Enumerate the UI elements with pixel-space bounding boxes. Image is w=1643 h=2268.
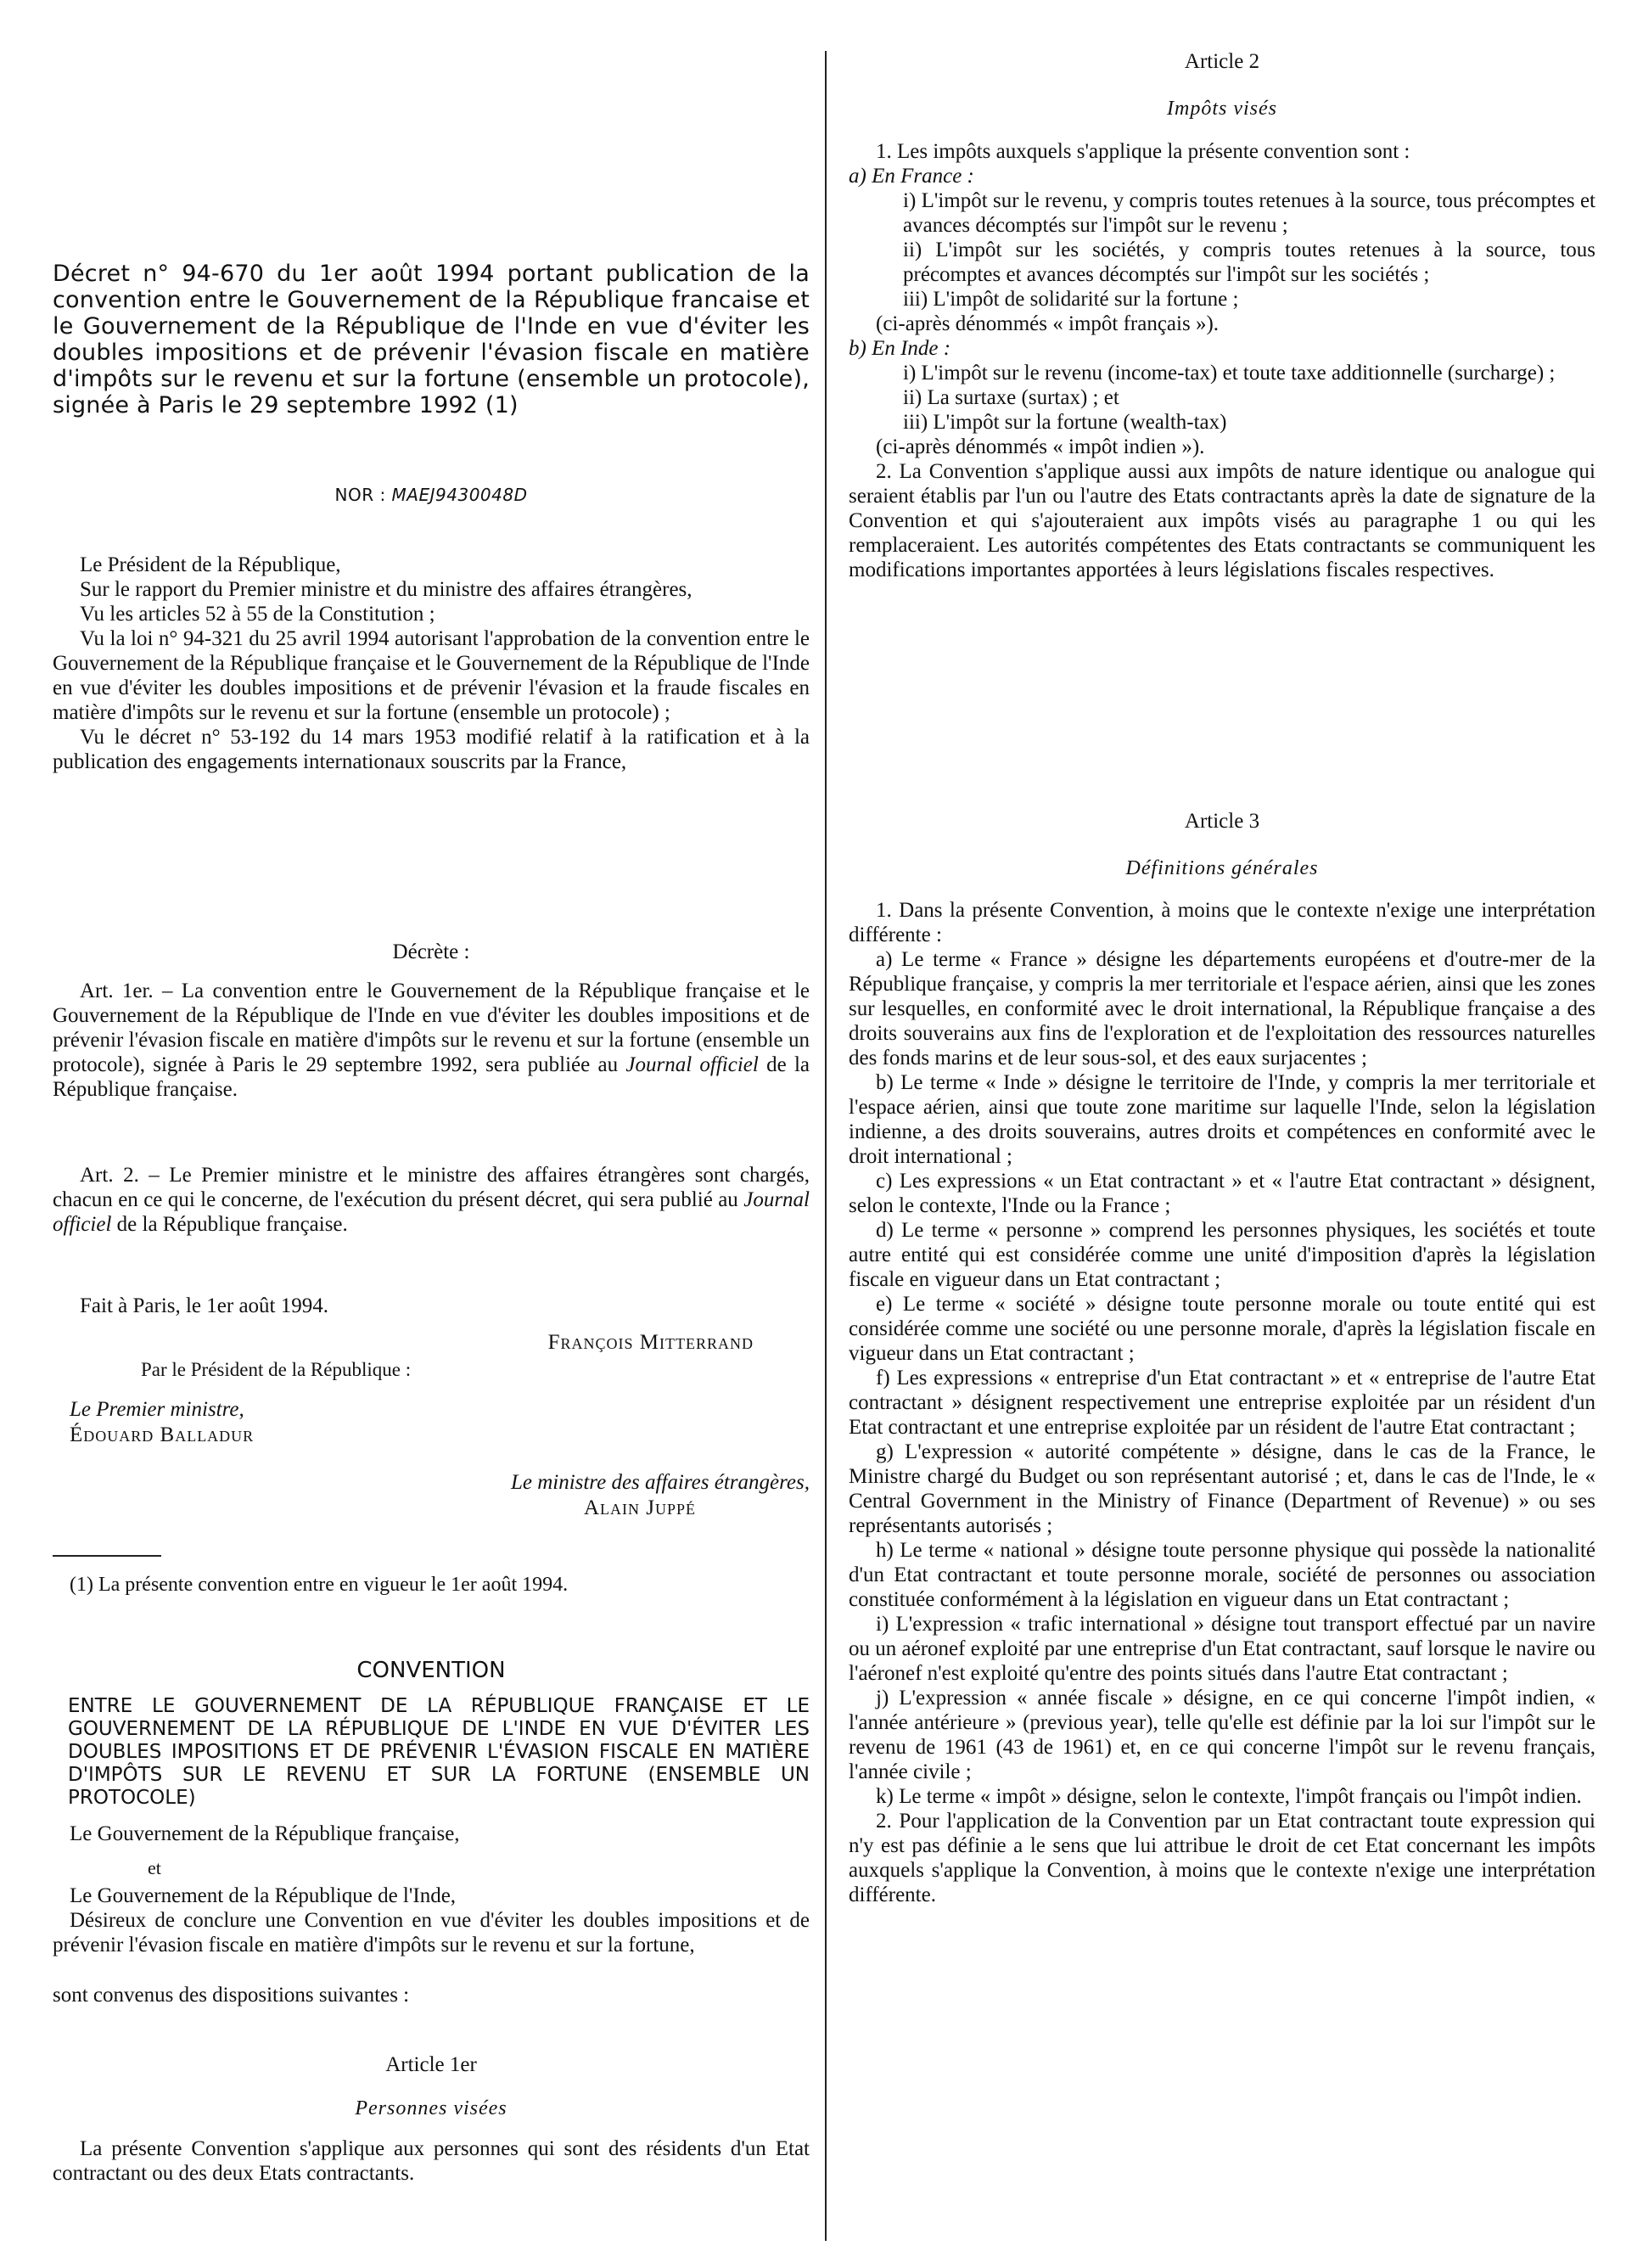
decree-art2-text: Art. 2. – Le Premier ministre et le ministre des affaires étrangères sont chargés, chacun en ce qui le concerne, de l'exécution du présent décret, qui sera publié au xyxy=(53,1164,810,1211)
art3-item-b: b) Le terme « Inde » désigne le territoire de l'Inde, y compris la mer territoriale et l'espace aérien, ainsi que toute zone maritime sur laquelle l'Inde, selon la législation indienne, a des droits souverains, autres droits et compétences en conformité avec le droit international ; xyxy=(849,1071,1595,1168)
et-conjunction: et xyxy=(148,1857,161,1878)
art2-para-1: 1. Les impôts auxquels s'applique la présente convention sont : xyxy=(876,140,1410,163)
decree-title: Décret n° 94-670 du 1er août 1994 portant publication de la convention entre le Gouvernement de la République francaise et le Gouvernement de la République de l'Inde en vue d'éviter les doubles impositions et de prévenir l'évasion fiscale en matière d'impôts sur le revenu et sur la fortune (ensemble un protocole), signée à Paris le 29 septembre 1992 (1) xyxy=(53,261,810,418)
art3-item-d: d) Le terme « personne » comprend les personnes physiques, les sociétés et toute autre entité qui est considérée comme une unité d'imposition d'après la législation fiscale en vigueur dans un Etat contractant ; xyxy=(849,1219,1595,1291)
art2-a-end: (ci-après dénommés « impôt français »). xyxy=(876,312,1220,335)
article-3-body xyxy=(849,898,1595,1907)
art2-a-iii: iii) L'impôt de solidarité sur la fortune ; xyxy=(903,288,1239,311)
preamble-president: Le Président de la République, xyxy=(80,553,341,576)
art2-a-ii: ii) L'impôt sur les sociétés, y compris toutes retenues à la source, tous précomptes et avances décomptés sur l'impôt sur les sociétés ; xyxy=(903,239,1595,286)
article-1-text: La présente Convention s'applique aux personnes qui sont des résidents d'un Etat contractant ou des deux Etats contractants. xyxy=(53,2137,810,2185)
nor-reference xyxy=(53,485,810,505)
pm-name: Édouard Balladur xyxy=(70,1423,255,1446)
desireux: Désireux de conclure une Convention en vue d'éviter les doubles impositions et de prévenir l'évasion fiscale en matière d'impôts sur le revenu et sur la fortune, xyxy=(53,1909,810,1956)
art3-para-1: 1. Dans la présente Convention, à moins que le contexte n'exige une interprétation différente : xyxy=(849,899,1595,946)
par-le-president: Par le Président de la République : xyxy=(141,1359,412,1380)
signer-president: François Mitterrand xyxy=(547,1331,754,1354)
decree-art1-text: Art. 1er. – La convention entre le Gouvernement de la République française et le Gouvernement de la République de l'Inde en vue d'éviter les doubles impositions et de prévenir l'évasion fiscale en matière d'impôts sur le revenu et sur la fortune (ensemble un protocole), signée à Paris le 29 septembre 1992, sera publiée au xyxy=(53,980,810,1076)
footnote-rule xyxy=(53,1555,161,1557)
decrete: Décrète : xyxy=(392,940,470,963)
art2-para-2: 2. La Convention s'applique aussi aux impôts de nature identique ou analogue qui seraient établis par l'un ou l'autre des Etats contractants après la date de signature de la Convention et qui s'ajouteraient aux impôts visés au paragraphe 1 ou qui les remplaceraient. Les autorités compétentes des Etats contractants se communiquent les modifications importantes apportées à leurs législations fiscales respectives. xyxy=(849,460,1595,581)
mae-title: Le ministre des affaires étrangères, xyxy=(510,1471,810,1494)
art2-b-ii: ii) La surtaxe (surtax) ; et xyxy=(903,386,1119,409)
mae-name: Alain Juppé xyxy=(584,1496,697,1519)
decree-article-1 xyxy=(53,979,810,1102)
preamble-rapport: Sur le rapport du Premier ministre et du ministre des affaires étrangères, xyxy=(80,578,693,601)
decree-art2-journal: Journal officiel xyxy=(53,1188,810,1236)
preamble-vu-decret: Vu le décret n° 53-192 du 14 mars 1953 modifié relatif à la ratification et à la publication des engagements internationaux souscrits par la France, xyxy=(53,726,810,773)
art2-b-iii: iii) L'impôt sur la fortune (wealth-tax) xyxy=(903,411,1227,434)
fait-a-paris: Fait à Paris, le 1er août 1994. xyxy=(80,1294,328,1317)
art3-item-c: c) Les expressions « un Etat contractant » et « l'autre Etat contractant » désignent, selon le contexte, l'Inde ou la France ; xyxy=(849,1170,1595,1217)
preamble-vu-loi: Vu la loi n° 94-321 du 25 avril 1994 autorisant l'approbation de la convention entre le Gouvernement de la République française et le Gouvernement de la République de l'Inde en vue d'éviter les doubles impositions et de prévenir l'évasion et la fraude fiscales en matière d'impôts sur le revenu et sur la fortune (ensemble un protocole) ; xyxy=(53,627,810,724)
gov-france: Le Gouvernement de la République française, xyxy=(70,1822,460,1845)
decree-preamble xyxy=(53,553,810,774)
convention-heading: ENTRE LE GOUVERNEMENT DE LA RÉPUBLIQUE FRANÇAISE ET LE GOUVERNEMENT DE LA RÉPUBLIQUE DE L'INDE EN VUE D'ÉVITER LES DOUBLES IMPOSITIONS ET DE PRÉVENIR L'ÉVASION FISCALE EN MATIÈRE D'IMPÔTS SUR LE REVENU ET SUR LA FORTUNE (ENSEMBLE UN PROTOCOLE) xyxy=(68,1695,810,1809)
art2-b-end: (ci-après dénommés « impôt indien »). xyxy=(876,435,1205,458)
decree-art1-suffix: de la République française. xyxy=(53,1053,810,1101)
nor-label: NOR : xyxy=(334,485,386,505)
nor-code: MAEJ9430048D xyxy=(391,485,528,505)
decree-article-2 xyxy=(53,1163,810,1237)
decree-art2-suffix: de la République française. xyxy=(116,1213,348,1236)
art3-item-a: a) Le terme « France » désigne les départements européens et d'outre-mer de la République française, y compris la mer territoriale et l'espace aérien, ainsi que les zones sur lesquelles, en conformité avec le droit international, la République française a des droits souverains aux fins de l'exploration et de l'exploitation des ressources naturelles des fonds marins et de leur sous-sol, et des eaux surjacentes ; xyxy=(849,948,1595,1069)
art2-b: b) En Inde : xyxy=(849,337,951,360)
article-3-title: Article 3 xyxy=(1184,810,1260,833)
article-1-title: Article 1er xyxy=(385,2053,477,2076)
article-1-subtitle: Personnes visées xyxy=(355,2097,507,2119)
convention-title: CONVENTION xyxy=(356,1658,506,1683)
column-divider xyxy=(825,51,827,2241)
article-2-title: Article 2 xyxy=(1184,50,1260,73)
article-3-subtitle: Définitions générales xyxy=(1125,857,1319,879)
pm-title: Le Premier ministre, xyxy=(70,1398,244,1421)
art3-para-2: 2. Pour l'application de la Convention par un Etat contractant toute expression qui n'y est pas définie a le sens que lui attribue le droit de cet Etat concernant les impôts auxquels s'applique la Convention, à moins que le contexte n'exige une interprétation différente. xyxy=(849,1810,1595,1906)
art3-item-i: i) L'expression « trafic international » désigne tout transport effectué par un navire ou un aéronef exploité par une entreprise d'un Etat contractant, sauf lorsque le navire ou l'aéronef n'est exploité qu'entre des points situés dans l'autre Etat contractant ; xyxy=(849,1613,1595,1685)
art2-a-i: i) L'impôt sur le revenu, y compris toutes retenues à la source, tous précomptes et avances décomptés sur l'impôt sur le revenu ; xyxy=(903,189,1595,237)
article-2-body xyxy=(849,139,1595,582)
art3-item-h: h) Le terme « national » désigne toute personne physique qui possède la nationalité d'un Etat contractant et toute personne morale, société de personnes ou association constituée conformément à la législation en vigueur dans un Etat contractant ; xyxy=(849,1539,1595,1611)
art3-item-g: g) L'expression « autorité compétente » désigne, dans le cas de la France, le Ministre chargé du Budget ou son représentant autorisé ; et, dans le cas de l'Inde, le « Central Government in the Ministry of Finance (Department of Revenue) » ou ses représentants autorisés ; xyxy=(849,1440,1595,1537)
art3-item-k: k) Le terme « impôt » désigne, selon le contexte, l'impôt français ou l'impôt indien. xyxy=(876,1785,1582,1808)
sont-convenus: sont convenus des dispositions suivantes : xyxy=(53,1984,410,2007)
decree-art1-journal: Journal officiel xyxy=(625,1053,759,1076)
art2-a: a) En France : xyxy=(849,165,974,188)
art3-item-e: e) Le terme « société » désigne toute personne morale ou toute entité qui est considérée comme une société ou une personne morale, d'après la législation fiscale en vigueur dans un Etat contractant ; xyxy=(849,1293,1595,1365)
art3-item-j: j) L'expression « année fiscale » désigne, en ce qui concerne l'impôt indien, « l'année antérieure » (previous year), telle qu'elle est définie par la loi sur l'impôt sur le revenu de 1961 (43 de 1961) et, en ce qui concerne l'impôt sur le revenu français, l'année civile ; xyxy=(849,1687,1595,1783)
footnote: (1) La présente convention entre en vigueur le 1er août 1994. xyxy=(70,1574,569,1596)
art3-item-f: f) Les expressions « entreprise d'un Etat contractant » et « entreprise de l'autre Etat contractant » désignent respectivement une entreprise exploitée par un résident d'un Etat contractant et une entreprise exploitée par un résident de l'autre Etat contractant ; xyxy=(849,1367,1595,1439)
art2-b-i: i) L'impôt sur le revenu (income-tax) et toute taxe additionnelle (surcharge) ; xyxy=(903,362,1556,385)
article-2-subtitle: Impôts visés xyxy=(1167,98,1277,120)
preamble-vu-constitution: Vu les articles 52 à 55 de la Constitution ; xyxy=(80,603,435,626)
gov-inde: Le Gouvernement de la République de l'Inde, xyxy=(70,1884,457,1907)
